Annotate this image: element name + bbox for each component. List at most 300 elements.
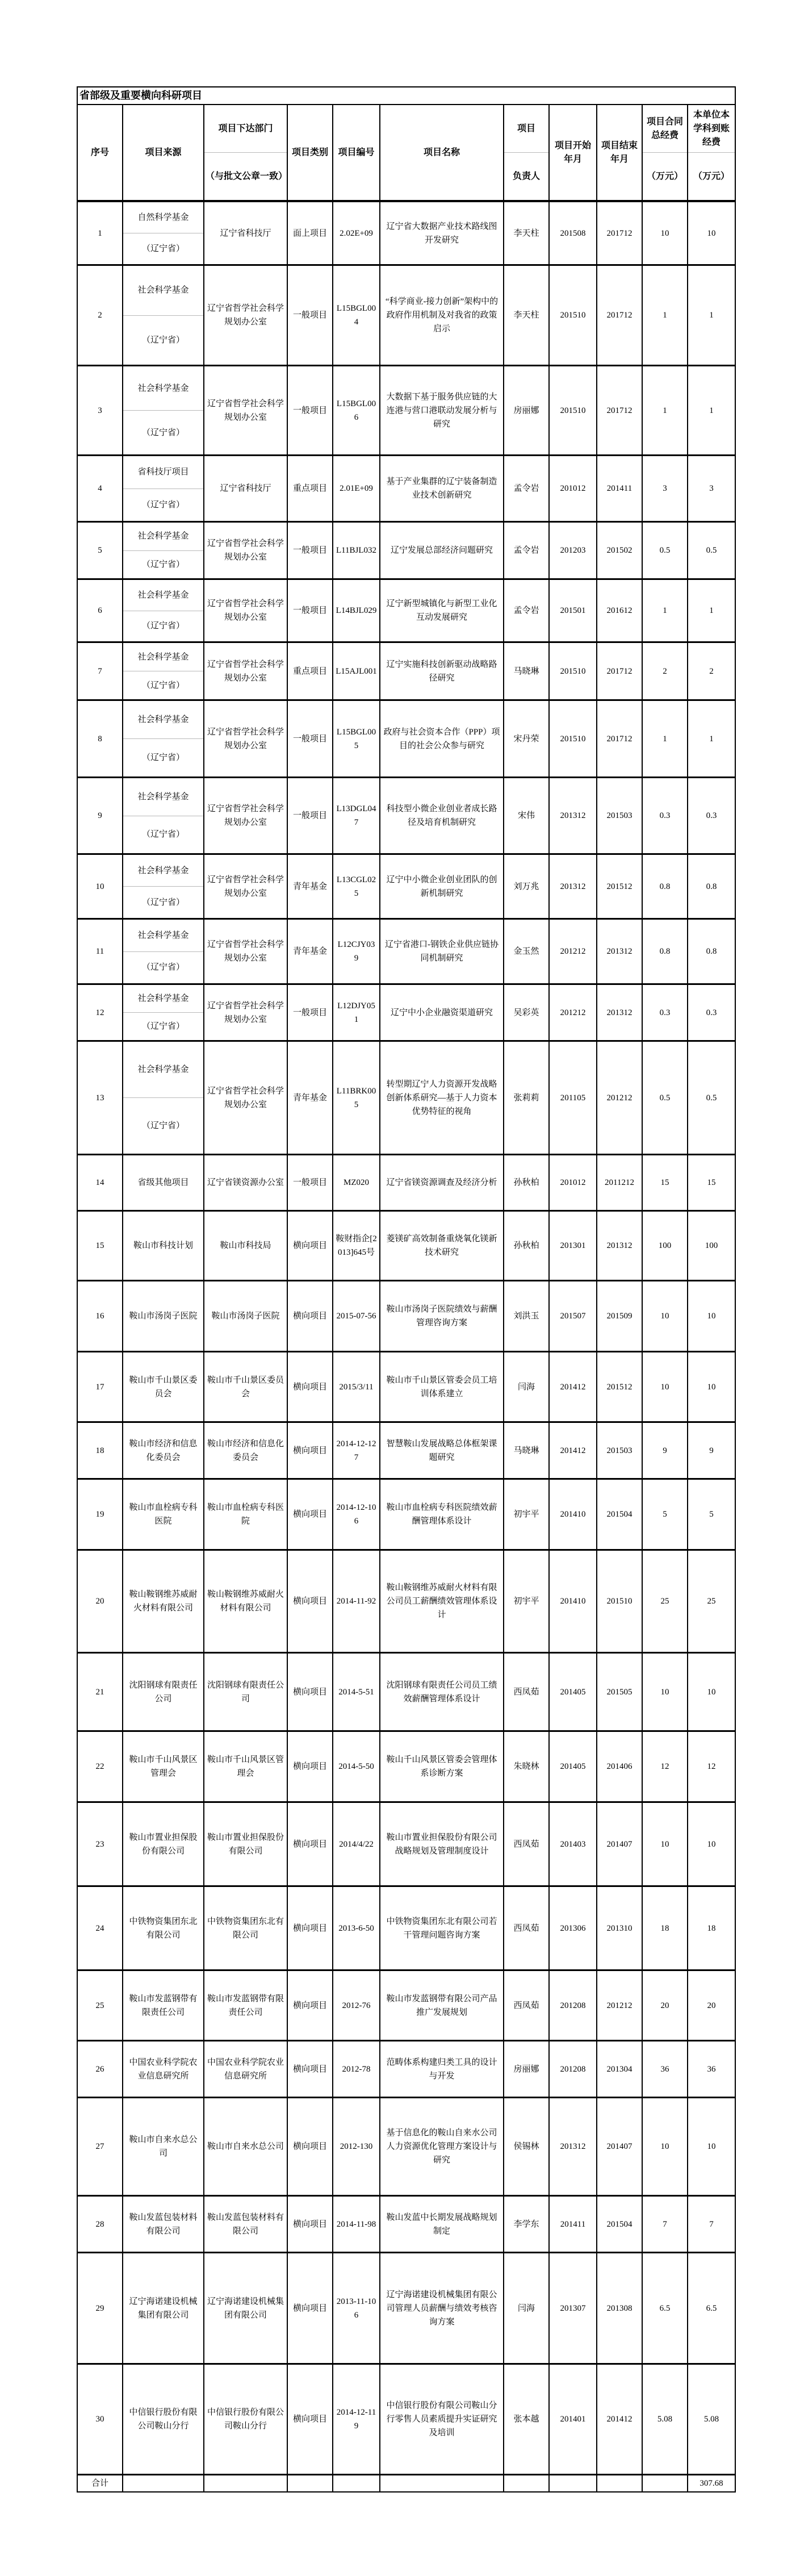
cell-leader: 西凤茹: [504, 1654, 550, 1730]
cell-start-date: 201312: [550, 2098, 597, 2195]
cell-end-date: 201406: [597, 1732, 643, 1801]
total-empty-type: [288, 2475, 333, 2491]
cell-type: 一般项目: [288, 580, 333, 641]
cell-seq: 24: [78, 1887, 123, 1969]
cell-type: 横向项目: [288, 2253, 333, 2363]
cell-seq: 15: [78, 1212, 123, 1280]
cell-project-name: 基于产业集群的辽宁装备制造业技术创新研究: [380, 456, 504, 521]
table-row: [78, 643, 735, 701]
table-row: [78, 1887, 735, 1971]
cell-type: 一般项目: [288, 778, 333, 853]
table-row: [78, 1423, 735, 1480]
cell-code: L12DJY051: [333, 985, 380, 1040]
table-row: [78, 1155, 735, 1212]
cell-received-fee: 1: [709, 406, 714, 415]
cell-code: L14BJL029: [333, 580, 380, 641]
cell-end-date: 201412: [597, 2365, 643, 2474]
cell-seq: 6: [78, 580, 123, 641]
cell-project-name: 基于信息化的鞍山自来水公司人力资源优化管理方案设计与研究: [380, 2098, 504, 2195]
cell-contract-fee: 10: [643, 1803, 688, 1885]
cell-dept: 辽宁省哲学社会科学规划办公室: [204, 985, 288, 1040]
cell-start-date: 201508: [550, 202, 597, 264]
cell-contract-fee: 10: [643, 2098, 688, 2195]
cell-type: 横向项目: [288, 1732, 333, 1801]
cell-start-date: 201306: [550, 1887, 597, 1969]
cell-start-date: 201212: [550, 920, 597, 983]
cell-code: L15AJL001: [333, 643, 380, 699]
cell-code: 2014-12-106: [333, 1480, 380, 1549]
cell-start-date: 201410: [550, 1480, 597, 1549]
cell-source: 社会科学基金 （辽宁省）: [123, 1042, 204, 1154]
cell-contract-fee: 0.3: [643, 985, 688, 1040]
cell-dept: 鞍山市自来水总公司: [204, 2098, 288, 2195]
cell-dept: 辽宁海诺建设机械集团有限公司: [204, 2253, 288, 2363]
cell-received-fee: 2: [709, 666, 714, 676]
cell-received-fee: 0.8: [706, 947, 717, 956]
cell-source: 中铁物资集团东北有限公司: [123, 1887, 204, 1969]
cell-received-fee: 0.3: [706, 1008, 717, 1017]
table-row: [78, 202, 735, 266]
cell-dept: 鞍山市置业担保股份有限公司: [204, 1803, 288, 1885]
cell-received-fee: 10: [707, 1312, 716, 1321]
cell-seq: 18: [78, 1423, 123, 1478]
cell-dept: 鞍山市血栓病专科医院: [204, 1480, 288, 1549]
table-total-row: [78, 2475, 735, 2491]
cell-contract-fee: 36: [643, 2041, 688, 2097]
cell-end-date: 201503: [597, 1423, 643, 1478]
cell-start-date: 201510: [550, 701, 597, 776]
cell-received-fee: 10: [707, 1382, 716, 1392]
cell-seq: 23: [78, 1803, 123, 1885]
table-row: [78, 1803, 735, 1887]
cell-contract-fee: 15: [643, 1155, 688, 1210]
cell-received-fee: 1: [709, 734, 714, 744]
cell-contract-fee: 1: [643, 266, 688, 365]
cell-leader: 孙秋柏: [504, 1212, 550, 1280]
cell-code: L11BRK005: [333, 1042, 380, 1154]
cell-seq: 5: [78, 523, 123, 578]
cell-end-date: 201712: [597, 266, 643, 365]
cell-source: 鞍山市千山风景区管理会: [123, 1732, 204, 1801]
cell-source: 鞍山鞍钢维苏威耐火材料有限公司: [123, 1551, 204, 1652]
cell-source: 鞍山发蓝包装材料有限公司: [123, 2197, 204, 2252]
cell-project-name: 辽宁省大数据产业技术路线图开发研究: [380, 202, 504, 264]
cell-leader: 朱晓林: [504, 1732, 550, 1801]
cell-project-name: 辽宁省镁资源调查及经济分析: [380, 1155, 504, 1210]
cell-start-date: 201510: [550, 366, 597, 454]
cell-seq: 22: [78, 1732, 123, 1801]
cell-dept: 辽宁省哲学社会科学规划办公室: [204, 366, 288, 454]
cell-start-date: 201412: [550, 1423, 597, 1478]
cell-received-fee: 36: [707, 2064, 716, 2074]
cell-project-name: 辽宁发展总部经济问题研究: [380, 523, 504, 578]
cell-dept: 辽宁省哲学社会科学规划办公室: [204, 523, 288, 578]
col-header-start-date: 项目开始年月: [550, 105, 597, 200]
cell-dept: 辽宁省哲学社会科学规划办公室: [204, 855, 288, 918]
cell-start-date: 201012: [550, 456, 597, 521]
cell-project-name: 沈阳钢球有限责任公司员工绩效薪酬管理体系设计: [380, 1654, 504, 1730]
total-empty-dept: [204, 2475, 288, 2491]
cell-project-name: 辽宁中小微企业创业团队的创新机制研究: [380, 855, 504, 918]
cell-end-date: 201612: [597, 580, 643, 641]
cell-project-name: 转型期辽宁人力资源开发战略创新体系研究—基于人力资本优势特征的视角: [380, 1042, 504, 1154]
cell-source: 社会科学基金 （辽宁省）: [123, 985, 204, 1040]
cell-source: 鞍山市发蓝钢带有限责任公司: [123, 1971, 204, 2040]
cell-start-date: 201412: [550, 1352, 597, 1421]
cell-leader: 孟令岩: [504, 523, 550, 578]
cell-dept: 鞍山市发蓝钢带有限责任公司: [204, 1971, 288, 2040]
cell-code: L15BGL006: [333, 366, 380, 454]
cell-dept: 辽宁省镁资源办公室: [204, 1155, 288, 1210]
cell-project-name: 鞍山鞍钢维苏威耐火材料有限公司员工薪酬绩效管理体系设计: [380, 1551, 504, 1652]
cell-leader: 房丽娜: [504, 366, 550, 454]
cell-received-fee: 18: [707, 1923, 716, 1933]
cell-code: 2014-11-92: [333, 1551, 380, 1652]
cell-contract-fee: 0.3: [643, 778, 688, 853]
cell-received-fee: 0.8: [706, 882, 717, 891]
cell-leader: 房丽娜: [504, 2041, 550, 2097]
cell-seq: 9: [78, 778, 123, 853]
table-row: [78, 920, 735, 985]
cell-dept: 鞍山市科技局: [204, 1212, 288, 1280]
cell-code: 2013-6-50: [333, 1887, 380, 1969]
table-row: [78, 1042, 735, 1155]
cell-source: 社会科学基金 （辽宁省）: [123, 855, 204, 918]
cell-leader: 李学东: [504, 2197, 550, 2252]
cell-contract-fee: 12: [643, 1732, 688, 1801]
cell-contract-fee: 6.5: [643, 2253, 688, 2363]
cell-end-date: 201312: [597, 1212, 643, 1280]
cell-leader: 李天柱: [504, 202, 550, 264]
col-header-received-fee: 本单位本学科到账经费 （万元）: [688, 105, 735, 200]
cell-leader: 孙秋柏: [504, 1155, 550, 1210]
cell-seq: 1: [78, 202, 123, 264]
cell-received-fee: 9: [709, 1446, 714, 1455]
cell-end-date: 201712: [597, 643, 643, 699]
cell-start-date: 201301: [550, 1212, 597, 1280]
cell-leader: 西凤茹: [504, 1971, 550, 2040]
cell-type: 一般项目: [288, 985, 333, 1040]
cell-code: 2.01E+09: [333, 456, 380, 521]
cell-project-name: 鞍山市发蓝钢带有限公司产品推广发展规划: [380, 1971, 504, 2040]
cell-project-name: 鞍山千山风景区管委会管理体系诊断方案: [380, 1732, 504, 1801]
research-projects-table: [77, 86, 736, 2493]
cell-type: 横向项目: [288, 1212, 333, 1280]
cell-source: 社会科学基金 （辽宁省）: [123, 778, 204, 853]
table-row: [78, 456, 735, 523]
total-empty-source: [123, 2475, 204, 2491]
cell-end-date: 201308: [597, 2253, 643, 2363]
cell-code: 2014-11-98: [333, 2197, 380, 2252]
table-row: [78, 580, 735, 643]
cell-code: L13DGL047: [333, 778, 380, 853]
cell-dept: 辽宁省哲学社会科学规划办公室: [204, 643, 288, 699]
cell-end-date: 201512: [597, 1352, 643, 1421]
cell-end-date: 201510: [597, 1551, 643, 1652]
table-row: [78, 266, 735, 366]
cell-source: 中信银行股份有限公司鞍山分行: [123, 2365, 204, 2474]
cell-type: 横向项目: [288, 1551, 333, 1652]
table-row: [78, 1281, 735, 1352]
cell-project-name: 科技型小微企业创业者成长路径及培育机制研究: [380, 778, 504, 853]
cell-dept: 中铁物资集团东北有限公司: [204, 1887, 288, 1969]
total-received-fee: 307.68: [700, 2479, 723, 2488]
cell-contract-fee: 0.5: [643, 1042, 688, 1154]
cell-contract-fee: 10: [643, 1281, 688, 1351]
cell-project-name: 鞍山市血栓病专科医院绩效薪酬管理体系设计: [380, 1480, 504, 1549]
cell-type: 横向项目: [288, 2098, 333, 2195]
table-row: [78, 2098, 735, 2197]
cell-type: 一般项目: [288, 523, 333, 578]
cell-leader: 金玉然: [504, 920, 550, 983]
cell-type: 横向项目: [288, 1654, 333, 1730]
cell-type: 面上项目: [288, 202, 333, 264]
cell-code: 2013-11-106: [333, 2253, 380, 2363]
col-header-end-date: 项目结束年月: [597, 105, 643, 200]
cell-source: 沈阳钢球有限责任公司: [123, 1654, 204, 1730]
cell-type: 横向项目: [288, 2041, 333, 2097]
cell-received-fee: 3: [709, 484, 714, 493]
cell-type: 一般项目: [288, 701, 333, 776]
cell-seq: 3: [78, 366, 123, 454]
cell-start-date: 201307: [550, 2253, 597, 2363]
cell-received-fee: 1: [709, 311, 714, 320]
cell-contract-fee: 5.08: [643, 2365, 688, 2474]
cell-source: 鞍山市科技计划: [123, 1212, 204, 1280]
cell-contract-fee: 10: [643, 202, 688, 264]
cell-source: 中国农业科学院农业信息研究所: [123, 2041, 204, 2097]
cell-received-fee: 10: [707, 1687, 716, 1697]
cell-seq: 29: [78, 2253, 123, 2363]
cell-leader: 宋丹荣: [504, 701, 550, 776]
total-contract-fee: [643, 2475, 688, 2491]
cell-start-date: 201410: [550, 1551, 597, 1652]
total-empty-start: [550, 2475, 597, 2491]
cell-type: 一般项目: [288, 266, 333, 365]
cell-seq: 10: [78, 855, 123, 918]
cell-received-fee: 20: [707, 2001, 716, 2010]
cell-code: 2012-78: [333, 2041, 380, 2097]
table-row: [78, 523, 735, 580]
col-header-code: 项目编号: [333, 105, 380, 200]
cell-contract-fee: 0.5: [643, 523, 688, 578]
cell-end-date: 201212: [597, 1042, 643, 1154]
cell-leader: 张莉莉: [504, 1042, 550, 1154]
cell-code: L12CJY039: [333, 920, 380, 983]
cell-source: 鞍山市千山景区委员会: [123, 1352, 204, 1421]
cell-end-date: 201504: [597, 1480, 643, 1549]
cell-dept: 辽宁省哲学社会科学规划办公室: [204, 701, 288, 776]
table-row: [78, 2253, 735, 2365]
cell-code: 2014/4/22: [333, 1803, 380, 1885]
total-label: 合计: [78, 2475, 123, 2491]
cell-received-fee: 0.3: [706, 811, 717, 820]
cell-type: 横向项目: [288, 1281, 333, 1351]
cell-contract-fee: 0.8: [643, 920, 688, 983]
cell-type: 重点项目: [288, 456, 333, 521]
cell-contract-fee: 5: [643, 1480, 688, 1549]
cell-type: 横向项目: [288, 2197, 333, 2252]
cell-project-name: 大数据下基于服务供应链的大连港与营口港联动发展分析与研究: [380, 366, 504, 454]
cell-contract-fee: 25: [643, 1551, 688, 1652]
cell-received-fee: 0.5: [706, 546, 717, 555]
cell-source: 鞍山市自来水总公司: [123, 2098, 204, 2195]
cell-source: 鞍山市置业担保股份有限公司: [123, 1803, 204, 1885]
cell-dept: 辽宁省哲学社会科学规划办公室: [204, 920, 288, 983]
cell-end-date: 201212: [597, 1971, 643, 2040]
cell-received-fee: 10: [707, 1839, 716, 1849]
cell-leader: 吴彩英: [504, 985, 550, 1040]
cell-received-fee: 100: [705, 1241, 718, 1250]
cell-end-date: 201312: [597, 985, 643, 1040]
cell-seq: 17: [78, 1352, 123, 1421]
cell-type: 一般项目: [288, 366, 333, 454]
cell-end-date: 201407: [597, 2098, 643, 2195]
cell-dept: 辽宁省科技厅: [204, 202, 288, 264]
total-empty-end: [597, 2475, 643, 2491]
total-empty-code: [333, 2475, 380, 2491]
cell-code: 2014-5-51: [333, 1654, 380, 1730]
table-row: [78, 2365, 735, 2475]
table-row: [78, 1212, 735, 1281]
cell-project-name: 鞍山市汤岗子医院绩效与薪酬管理咨询方案: [380, 1281, 504, 1351]
cell-start-date: 201501: [550, 580, 597, 641]
cell-type: 一般项目: [288, 1155, 333, 1210]
table-row: [78, 778, 735, 855]
cell-start-date: 201510: [550, 643, 597, 699]
cell-contract-fee: 20: [643, 1971, 688, 2040]
cell-code: 2015/3/11: [333, 1352, 380, 1421]
col-header-source: 项目来源: [123, 105, 204, 200]
cell-seq: 20: [78, 1551, 123, 1652]
table-row: [78, 2041, 735, 2098]
cell-seq: 19: [78, 1480, 123, 1549]
table-row: [78, 2197, 735, 2253]
cell-contract-fee: 2: [643, 643, 688, 699]
cell-end-date: 201411: [597, 456, 643, 521]
table-row: [78, 1971, 735, 2041]
cell-leader: 孟令岩: [504, 456, 550, 521]
cell-dept: 辽宁省科技厅: [204, 456, 288, 521]
cell-source: 省科技厅项目 （辽宁省）: [123, 456, 204, 521]
cell-project-name: 范畴体系构建归类工具的设计与开发: [380, 2041, 504, 2097]
cell-contract-fee: 10: [643, 1654, 688, 1730]
cell-end-date: 201312: [597, 920, 643, 983]
cell-project-name: 辽宁新型城镇化与新型工业化互动发展研究: [380, 580, 504, 641]
cell-leader: 西凤茹: [504, 1803, 550, 1885]
cell-project-name: 政府与社会资本合作（PPP）项目的社会公众参与研究: [380, 701, 504, 776]
table-row: [78, 1352, 735, 1423]
cell-leader: 宋伟: [504, 778, 550, 853]
cell-start-date: 201208: [550, 2041, 597, 2097]
cell-type: 横向项目: [288, 1803, 333, 1885]
cell-project-name: 辽宁省港口-钢铁企业供应链协同机制研究: [380, 920, 504, 983]
cell-type: 横向项目: [288, 2365, 333, 2474]
cell-source: 社会科学基金 （辽宁省）: [123, 266, 204, 365]
cell-end-date: 201502: [597, 523, 643, 578]
cell-received-fee: 5.08: [703, 2415, 719, 2424]
cell-code: 2014-5-50: [333, 1732, 380, 1801]
cell-project-name: 辽宁海诺建设机械集团有限公司管理人员薪酬与绩效考核咨询方案: [380, 2253, 504, 2363]
col-header-contract-fee: 项目合同总经费 （万元）: [643, 105, 688, 200]
cell-source: 社会科学基金 （辽宁省）: [123, 580, 204, 641]
cell-received-fee: 1: [709, 606, 714, 615]
cell-type: 青年基金: [288, 1042, 333, 1154]
cell-type: 横向项目: [288, 1352, 333, 1421]
cell-code: 2.02E+09: [333, 202, 380, 264]
table-body: [78, 202, 735, 2475]
table-row: [78, 701, 735, 778]
cell-start-date: 201405: [550, 1732, 597, 1801]
cell-seq: 14: [78, 1155, 123, 1210]
cell-end-date: 201712: [597, 202, 643, 264]
cell-type: 横向项目: [288, 1971, 333, 2040]
cell-dept: 辽宁省哲学社会科学规划办公室: [204, 580, 288, 641]
cell-source: 社会科学基金 （辽宁省）: [123, 643, 204, 699]
cell-seq: 26: [78, 2041, 123, 2097]
cell-received-fee: 12: [707, 1762, 716, 1771]
cell-project-name: 中信银行股份有限公司鞍山分行零售人员素质提升实证研究及培训: [380, 2365, 504, 2474]
table-row: [78, 855, 735, 920]
cell-dept: 辽宁省哲学社会科学规划办公室: [204, 266, 288, 365]
cell-end-date: 201505: [597, 1654, 643, 1730]
cell-seq: 4: [78, 456, 123, 521]
cell-seq: 16: [78, 1281, 123, 1351]
cell-type: 青年基金: [288, 855, 333, 918]
cell-source: 社会科学基金 （辽宁省）: [123, 523, 204, 578]
cell-dept: 辽宁省哲学社会科学规划办公室: [204, 1042, 288, 1154]
cell-project-name: 智慧鞍山发展战略总体框架课题研究: [380, 1423, 504, 1478]
cell-received-fee: 6.5: [706, 2303, 717, 2313]
cell-leader: 闫海: [504, 2253, 550, 2363]
cell-contract-fee: 100: [643, 1212, 688, 1280]
cell-seq: 25: [78, 1971, 123, 2040]
cell-dept: 鞍山市经济和信息化委员会: [204, 1423, 288, 1478]
cell-code: MZ020: [333, 1155, 380, 1210]
cell-leader: 闫海: [504, 1352, 550, 1421]
cell-received-fee: 25: [707, 1597, 716, 1606]
cell-seq: 12: [78, 985, 123, 1040]
cell-contract-fee: 3: [643, 456, 688, 521]
table-row: [78, 366, 735, 456]
cell-code: 2012-130: [333, 2098, 380, 2195]
cell-received-fee: 7: [709, 2219, 714, 2229]
cell-leader: 刘万兆: [504, 855, 550, 918]
table-row: [78, 985, 735, 1042]
cell-code: 2014-12-127: [333, 1423, 380, 1478]
cell-source: 社会科学基金 （辽宁省）: [123, 920, 204, 983]
cell-end-date: 2011212: [597, 1155, 643, 1210]
cell-project-name: 鞍山发蓝中长期发展战略规划制定: [380, 2197, 504, 2252]
table-title: 省部级及重要横向科研项目: [78, 87, 735, 105]
cell-source: 鞍山市血栓病专科医院: [123, 1480, 204, 1549]
cell-end-date: 201712: [597, 366, 643, 454]
cell-project-name: 菱镁矿高效制备重烧氧化镁新技术研究: [380, 1212, 504, 1280]
cell-start-date: 201203: [550, 523, 597, 578]
cell-code: 2015-07-56: [333, 1281, 380, 1351]
cell-end-date: 201512: [597, 855, 643, 918]
cell-start-date: 201510: [550, 266, 597, 365]
cell-contract-fee: 7: [643, 2197, 688, 2252]
cell-contract-fee: 1: [643, 366, 688, 454]
table-row: [78, 1551, 735, 1654]
cell-dept: 鞍山市千山景区委员会: [204, 1352, 288, 1421]
cell-start-date: 201403: [550, 1803, 597, 1885]
cell-start-date: 201401: [550, 2365, 597, 2474]
col-header-name: 项目名称: [380, 105, 504, 200]
cell-seq: 27: [78, 2098, 123, 2195]
cell-seq: 8: [78, 701, 123, 776]
